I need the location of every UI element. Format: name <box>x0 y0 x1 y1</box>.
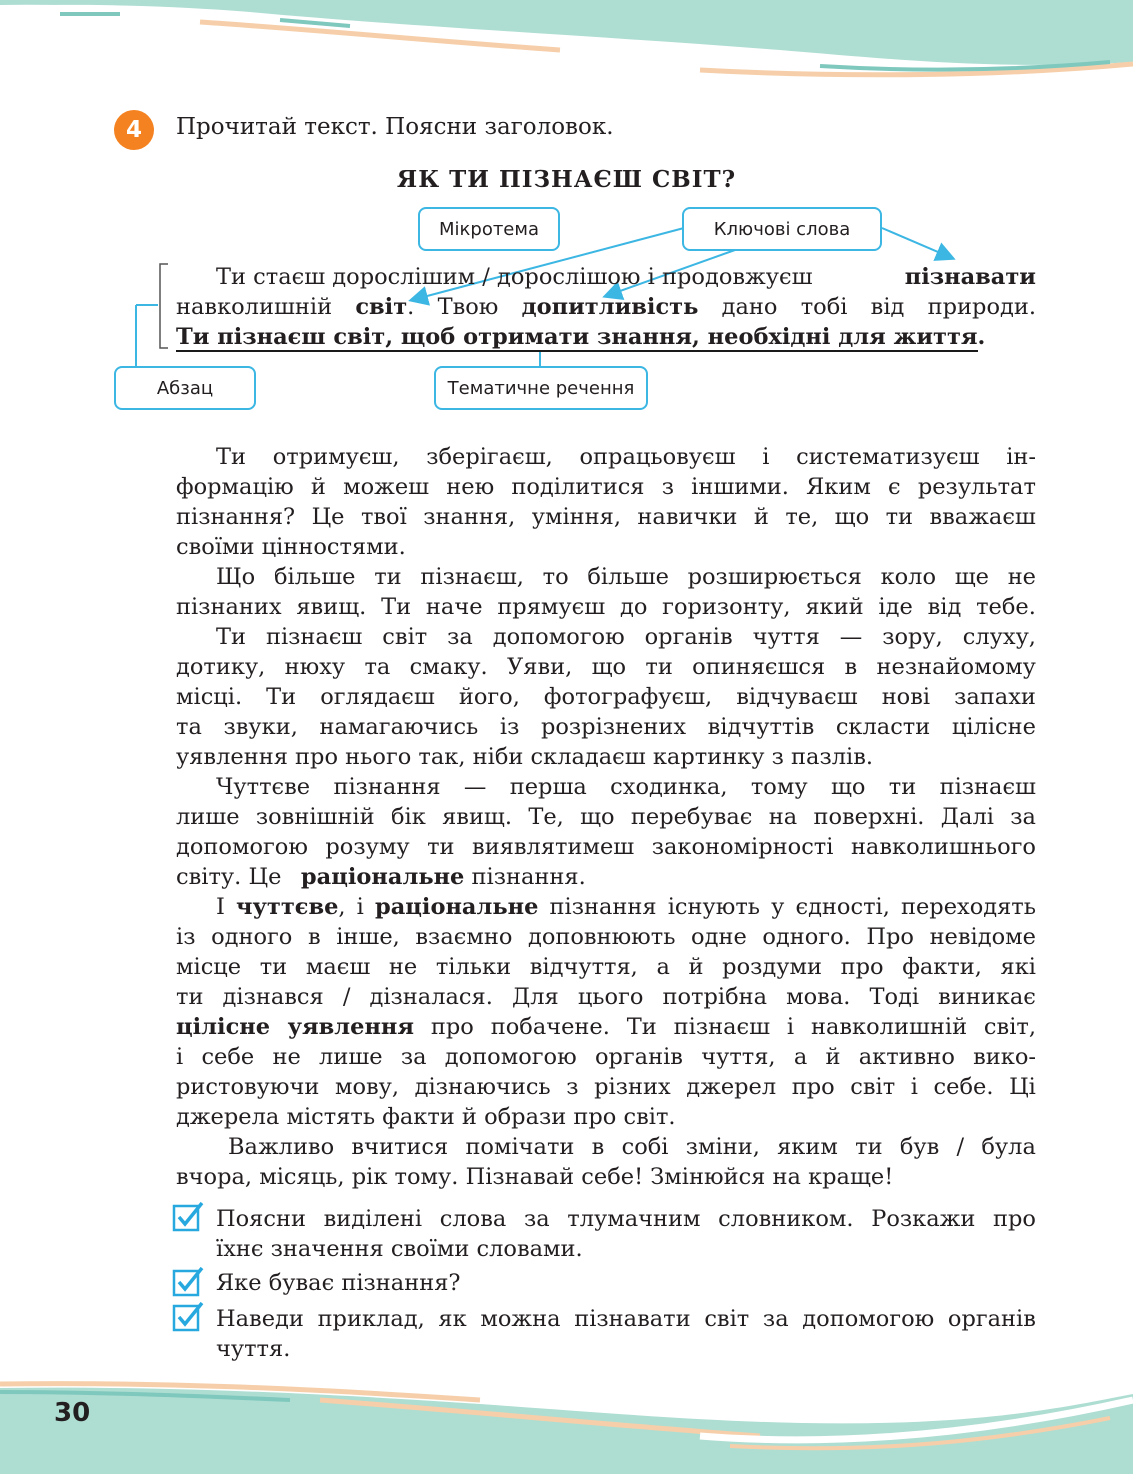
text-run: Ти стаєш дорослішим / дорослішою і продовжуєш <box>216 264 813 290</box>
body-line <box>176 802 1036 832</box>
task-instruction: Прочитай текст. Поясни заголовок. <box>176 114 614 140</box>
body-line <box>176 982 1036 1012</box>
word: розуму <box>325 834 410 860</box>
question-line <box>216 1234 1036 1264</box>
word: органів <box>947 1306 1036 1332</box>
word: і <box>176 1044 184 1070</box>
checkbox-icon <box>172 1200 206 1234</box>
word: який <box>805 594 864 620</box>
word: відчуваєш <box>736 684 858 710</box>
word: факти, <box>902 954 982 980</box>
word: можеш <box>343 474 430 500</box>
para-line <box>176 322 1036 352</box>
word: органів <box>594 1044 683 1070</box>
word: те, <box>785 504 819 530</box>
word: скласти <box>835 714 931 740</box>
body-line <box>176 562 1036 592</box>
word: Розкажи <box>871 1206 976 1232</box>
word: — <box>463 774 487 800</box>
word: й <box>688 954 704 980</box>
word: Яким <box>806 474 871 500</box>
word: більше <box>273 564 356 590</box>
body-line <box>176 592 1036 622</box>
word: вико- <box>973 1044 1036 1070</box>
word: в <box>307 924 321 950</box>
bold-term: раціональне <box>374 894 539 920</box>
word: а <box>793 1044 808 1070</box>
text-run: навколишній світ. Твою допитливість дано тобі від природи. <box>176 294 1036 320</box>
text-run: І чуттєве, і раціональне пізнання існують у єдності, переходять <box>216 894 1036 920</box>
task-number-badge: 4 <box>114 110 154 150</box>
word: слова <box>439 1206 507 1232</box>
word: перебуває <box>630 804 753 830</box>
word: можна <box>480 1306 561 1332</box>
word: / <box>342 984 351 1010</box>
word: що <box>591 654 627 680</box>
text-run: джерела містять факти й образи про світ. <box>176 1104 676 1130</box>
word: Ти <box>266 684 297 710</box>
word: що <box>580 804 615 830</box>
body-line <box>176 712 1036 742</box>
word: відчуття, <box>529 954 638 980</box>
word: звуки, <box>223 714 298 740</box>
word: чуття, <box>701 1044 776 1070</box>
text-run: чуття. <box>216 1336 291 1362</box>
word: джерел <box>686 1074 777 1100</box>
word: місце <box>176 954 242 980</box>
body-line <box>176 862 1036 892</box>
word: про <box>840 954 884 980</box>
word: одне <box>691 924 747 950</box>
question-1 <box>216 1204 1036 1264</box>
word: допомогою <box>176 834 308 860</box>
word: / <box>956 1134 965 1160</box>
word: Чуттєве <box>216 774 311 800</box>
word: поділитися <box>511 474 645 500</box>
bottom-wave-decoration <box>0 1370 1133 1474</box>
body-line <box>176 892 1036 922</box>
keyword-dopytlyvist: допитливість <box>521 294 699 320</box>
word: помічати <box>465 1134 575 1160</box>
word: коло <box>880 564 937 590</box>
word: органів <box>644 624 733 650</box>
word: тільки <box>435 954 512 980</box>
page-number: 30 <box>54 1398 91 1428</box>
word: перша <box>509 774 587 800</box>
word: ти <box>374 564 402 590</box>
word: Що <box>216 564 256 590</box>
body-line <box>176 1132 1036 1162</box>
word: Ці <box>1009 1074 1036 1100</box>
word: ти <box>888 774 917 800</box>
word: не <box>388 954 418 980</box>
word: нею <box>446 474 495 500</box>
word: світ <box>704 1306 750 1332</box>
word: приклад, <box>317 1306 425 1332</box>
word: то <box>542 564 569 590</box>
word: тебе. <box>976 594 1036 620</box>
word: навколишнього <box>850 834 1036 860</box>
word: до <box>619 594 648 620</box>
word: — <box>839 624 863 650</box>
word: Наведи <box>216 1306 304 1332</box>
para-line <box>176 292 1036 322</box>
word: із <box>499 714 520 740</box>
word: незнайомому <box>876 654 1036 680</box>
word: цілісне <box>951 714 1036 740</box>
body-line <box>176 1012 1036 1042</box>
keyword-piznavaty: пізнавати <box>904 264 1036 290</box>
word: доповнюють <box>527 924 676 950</box>
word: ристовуючи <box>176 1074 320 1100</box>
word: нюху <box>284 654 346 680</box>
word: нові <box>881 684 931 710</box>
word: ін- <box>1006 444 1036 470</box>
body-line <box>176 832 1036 862</box>
word: що <box>830 774 866 800</box>
word: ти <box>259 954 288 980</box>
word: результат <box>917 474 1036 500</box>
word: Це <box>311 504 345 530</box>
word: ти <box>855 1134 883 1160</box>
word: за <box>762 1306 789 1332</box>
question-line <box>216 1268 1036 1298</box>
word: смаку. <box>409 654 488 680</box>
checkbox-icon <box>172 1300 206 1334</box>
word: допомогою <box>492 624 625 650</box>
word: сходинка, <box>610 774 728 800</box>
word: пізнаних <box>176 594 282 620</box>
word: Про <box>866 924 914 950</box>
word: пізнання? <box>176 504 296 530</box>
word: на <box>768 804 798 830</box>
word: одного <box>211 924 293 950</box>
word: наче <box>425 594 483 620</box>
question-line <box>216 1204 1036 1234</box>
text-run: вчора, місяць, рік тому. Пізнавай себе! Змінюйся на краще! <box>176 1164 894 1190</box>
annotated-paragraph <box>176 262 1036 352</box>
word: виділені <box>323 1206 423 1232</box>
checkbox-icon <box>172 1265 206 1299</box>
question-2 <box>216 1268 1036 1298</box>
bold-term: чуттєве <box>236 894 339 920</box>
word: яким <box>777 1134 838 1160</box>
body-line <box>176 472 1036 502</box>
word: ти <box>176 984 204 1010</box>
text-run: цілісне уявлення про побачене. Ти пізнаєш і навколишній світ, <box>176 1014 1036 1040</box>
word: допомогою <box>802 1306 935 1332</box>
word: місці. <box>176 684 243 710</box>
word: та <box>364 654 391 680</box>
word: за <box>1010 804 1036 830</box>
word: й <box>753 504 769 530</box>
body-line <box>176 1162 1036 1192</box>
word: уміння, <box>531 504 621 530</box>
label-paragraph: Абзац <box>114 366 256 410</box>
word: які <box>1000 954 1036 980</box>
word: вважаєш <box>929 504 1036 530</box>
word: ще <box>954 564 989 590</box>
word: і <box>910 1074 918 1100</box>
word: закономірності <box>651 834 834 860</box>
word: більше <box>587 564 669 590</box>
word: як <box>438 1306 467 1332</box>
word: Для <box>511 984 559 1010</box>
word: пізнаєш, <box>420 564 524 590</box>
word: Ти <box>216 624 247 650</box>
word: поверхні. <box>813 804 925 830</box>
word: явищ. <box>296 594 367 620</box>
word: невідоме <box>929 924 1036 950</box>
word: опрацьовуєш <box>579 444 736 470</box>
word: пізнавати <box>574 1306 691 1332</box>
word: Поясни <box>216 1206 306 1232</box>
word: оглядаєш <box>320 684 435 710</box>
word: слуху, <box>962 624 1036 650</box>
body-line <box>176 682 1036 712</box>
word: горизонту, <box>662 594 791 620</box>
body-line <box>176 652 1036 682</box>
word: лише <box>319 1044 383 1070</box>
word: й <box>310 474 326 500</box>
word: мову, <box>334 1074 400 1100</box>
bold-term: цілісне уявлення <box>176 1014 415 1040</box>
para-line <box>176 262 1036 292</box>
word: про <box>992 1206 1036 1232</box>
word: навички <box>637 504 738 530</box>
word: пізнаєш <box>265 624 363 650</box>
word: ти <box>427 834 455 860</box>
word: розширюється <box>687 564 862 590</box>
word: пізнання <box>333 774 441 800</box>
word: допомогою <box>444 1044 577 1070</box>
body-line <box>176 742 1036 772</box>
bold-term: раціональне <box>300 864 465 890</box>
body-line <box>176 922 1036 952</box>
word: за <box>523 1206 550 1232</box>
label-topic-sentence: Тематичне речення <box>434 366 648 410</box>
text-run: світу. Це раціональне пізнання. <box>176 864 586 890</box>
word: із <box>176 924 196 950</box>
word: бік <box>390 804 426 830</box>
word: Те, <box>528 804 564 830</box>
word: маєш <box>305 954 371 980</box>
keyword-svit: світ <box>355 294 408 320</box>
word: лише <box>176 804 240 830</box>
body-line <box>176 1042 1036 1072</box>
word: Уяви, <box>506 654 573 680</box>
word: що <box>834 504 870 530</box>
word: в <box>844 654 858 680</box>
text-run: Яке буває пізнання? <box>216 1270 461 1296</box>
question-3 <box>216 1304 1036 1364</box>
body-line <box>176 952 1036 982</box>
word: Далі <box>940 804 994 830</box>
word: одного. <box>762 924 851 950</box>
body-line <box>176 772 1036 802</box>
word: себе <box>201 1044 255 1070</box>
word: цього <box>577 984 644 1010</box>
word: різних <box>594 1074 671 1100</box>
word: отримуєш, <box>272 444 400 470</box>
question-line <box>216 1304 1036 1334</box>
word: не <box>1007 564 1036 590</box>
word: тому <box>750 774 808 800</box>
word: явищ. <box>442 804 513 830</box>
word: виявлятимеш <box>472 834 635 860</box>
body-line <box>176 1072 1036 1102</box>
word: активно <box>858 1044 955 1070</box>
word: Тоді <box>869 984 920 1010</box>
word: твої <box>360 504 407 530</box>
label-keywords: Ключові слова <box>682 207 882 251</box>
word: про <box>791 1074 835 1100</box>
word: вчитися <box>351 1134 449 1160</box>
topic-sentence: Ти пізнаєш світ, щоб отримати знання, необхідні для життя <box>176 324 978 350</box>
word: словником. <box>718 1206 854 1232</box>
word: ти <box>885 504 914 530</box>
body-line <box>176 532 1036 562</box>
word: відчуттів <box>707 714 815 740</box>
word: роздуми <box>722 954 822 980</box>
word: опиняєшся <box>692 654 826 680</box>
word: від <box>927 594 962 620</box>
word: себе. <box>933 1074 994 1100</box>
word: та <box>176 714 202 740</box>
word: собі <box>621 1134 669 1160</box>
word: мова. <box>786 984 851 1010</box>
word: прямуєш <box>497 594 606 620</box>
word: чуття <box>752 624 820 650</box>
word: і <box>762 444 770 470</box>
word: іншими. <box>691 474 789 500</box>
body-text <box>176 442 1036 1192</box>
text-title: ЯК ТИ ПІЗНАЄШ СВІТ? <box>396 166 737 193</box>
text-run: їхнє значення своїми словами. <box>216 1236 583 1262</box>
word: потрібна <box>662 984 768 1010</box>
word: ти <box>645 654 673 680</box>
body-line <box>176 1102 1036 1132</box>
word: світ <box>850 1074 896 1100</box>
body-line <box>176 622 1036 652</box>
word: розрізнених <box>540 714 687 740</box>
word: його, <box>458 684 520 710</box>
word: запахи <box>954 684 1036 710</box>
word: дізнався <box>222 984 324 1010</box>
word: виникає <box>938 984 1036 1010</box>
word: дізналася. <box>369 984 493 1010</box>
word: й <box>825 1044 841 1070</box>
word: а <box>656 954 670 980</box>
word: Важливо <box>228 1134 335 1160</box>
label-microtopic: Мікротема <box>418 207 560 251</box>
word: взаємно <box>415 924 513 950</box>
word: дізнаючись <box>414 1074 551 1100</box>
word: дотику, <box>176 654 266 680</box>
word: фотографуєш, <box>543 684 713 710</box>
word: зміни, <box>685 1134 760 1160</box>
word: Ти <box>216 444 247 470</box>
word: була <box>981 1134 1036 1160</box>
word: систематизуєш <box>796 444 980 470</box>
word: є <box>888 474 901 500</box>
word: з <box>661 474 674 500</box>
word: з <box>566 1074 579 1100</box>
word: не <box>272 1044 301 1070</box>
word: був <box>899 1134 940 1160</box>
word: за <box>447 624 473 650</box>
word: світ <box>382 624 428 650</box>
word: Ти <box>381 594 412 620</box>
word: в <box>591 1134 605 1160</box>
word: інше, <box>336 924 400 950</box>
text-run: своїми цінностями. <box>176 534 406 560</box>
question-line <box>216 1334 1036 1364</box>
word: знання, <box>423 504 516 530</box>
word: іде <box>878 594 913 620</box>
body-line <box>176 442 1036 472</box>
word: зберігаєш, <box>426 444 553 470</box>
text-run: . <box>977 324 986 350</box>
text-run: уявлення про нього так, ніби складаєш картинку з пазлів. <box>176 744 874 770</box>
word: тлумачним <box>567 1206 701 1232</box>
word: за <box>400 1044 427 1070</box>
word: формацію <box>176 474 294 500</box>
word: намагаючись <box>319 714 479 740</box>
body-line <box>176 502 1036 532</box>
word: пізнаєш <box>939 774 1036 800</box>
word: зору, <box>882 624 943 650</box>
word: зовнішній <box>255 804 375 830</box>
